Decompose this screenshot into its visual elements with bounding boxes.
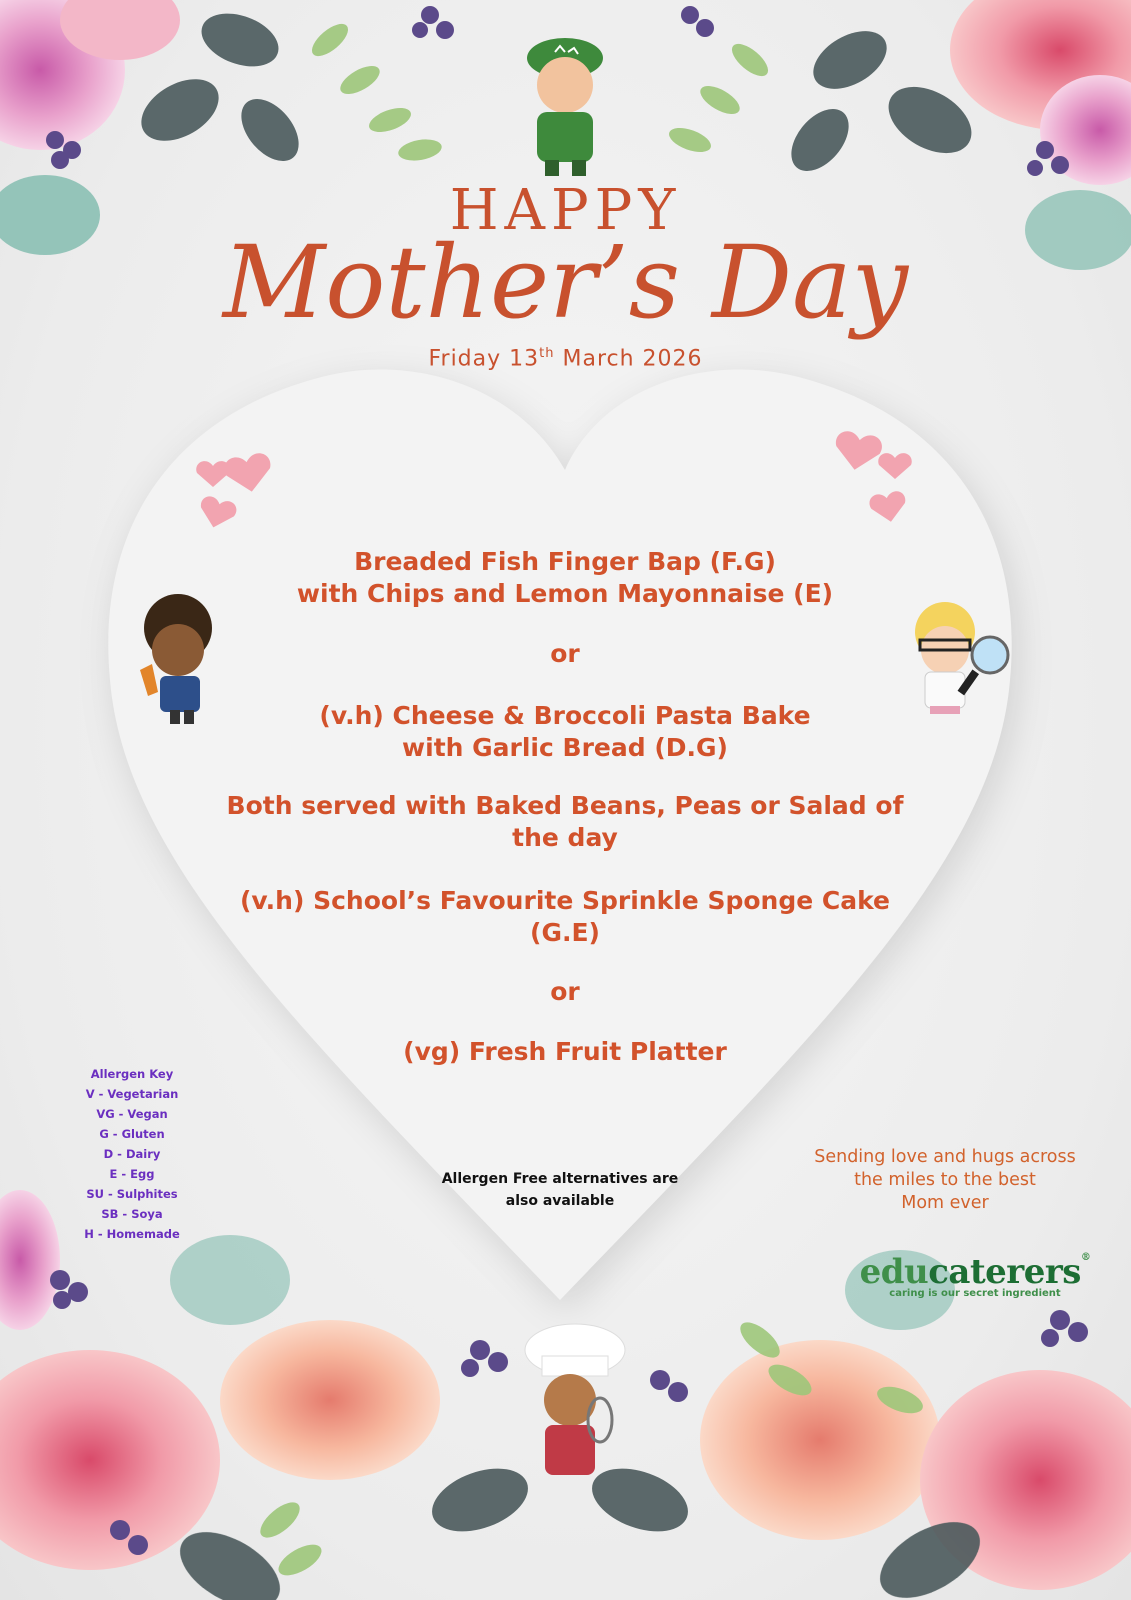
allergen-item: G - Gluten — [99, 1127, 165, 1141]
menu-line: (G.E) — [530, 918, 600, 947]
brand-wordmark — [855, 1252, 1095, 1292]
chef-character-icon — [525, 1324, 625, 1475]
message-line: the miles to the best — [854, 1170, 1036, 1190]
menu-or: or — [550, 977, 580, 1006]
main-option-1 — [180, 546, 950, 610]
brand-registered: ® — [1080, 1252, 1091, 1263]
child-character-icon — [527, 38, 603, 176]
allergen-key — [72, 1064, 192, 1244]
allergen-item: VG - Vegan — [96, 1107, 168, 1121]
menu-line: with Garlic Bread (D.G) — [402, 733, 728, 762]
allergen-item: E - Egg — [109, 1167, 155, 1181]
message-line: Sending love and hugs across — [814, 1147, 1076, 1167]
allergen-item: SB - Soya — [101, 1207, 163, 1221]
main-option-2 — [180, 700, 950, 764]
allergen-item: H - Homemade — [84, 1227, 180, 1241]
menu-line: with Chips and Lemon Mayonnaise (E) — [296, 579, 834, 608]
allergen-free-note — [425, 1168, 695, 1212]
menu-or: or — [550, 639, 580, 668]
menu-line: (v.h) School’s Favourite Sprinkle Sponge Cake — [240, 886, 890, 915]
allergen-item: SU - Sulphites — [86, 1187, 178, 1201]
brand-tagline: caring is our secret ingredient — [889, 1288, 1061, 1299]
menu-line: Breaded Fish Finger Bap (F.G) — [354, 547, 776, 576]
allergen-item: V - Vegetarian — [85, 1087, 179, 1101]
allergen-item: D - Dairy — [103, 1147, 161, 1161]
menu-line: the day — [512, 823, 618, 852]
brand-edu: edu — [859, 1252, 929, 1292]
title-mothers-day: Mother’s Day — [222, 224, 909, 341]
rose-icon — [0, 1350, 220, 1570]
note-line: also available — [505, 1193, 615, 1209]
event-date — [0, 346, 1131, 371]
dessert-option-2: (vg) Fresh Fruit Platter — [403, 1037, 727, 1066]
dessert-option-1 — [180, 885, 950, 949]
date-prefix: Friday 13 — [428, 346, 540, 372]
date-rest: March 2026 — [554, 346, 703, 372]
menu-line: Both served with Baked Beans, Peas or Salad of — [226, 791, 904, 820]
sides-note — [180, 790, 950, 854]
date-suffix: th — [539, 346, 555, 361]
educaterers-logo — [855, 1252, 1095, 1299]
title-happy: HAPPY — [449, 178, 682, 243]
love-message — [790, 1146, 1100, 1215]
message-line: Mom ever — [901, 1193, 989, 1213]
allergen-key-title: Allergen Key — [90, 1067, 174, 1081]
note-line: Allergen Free alternatives are — [441, 1171, 679, 1187]
brand-caterers: caterers — [928, 1252, 1081, 1292]
menu-line: (v.h) Cheese & Broccoli Pasta Bake — [319, 701, 811, 730]
